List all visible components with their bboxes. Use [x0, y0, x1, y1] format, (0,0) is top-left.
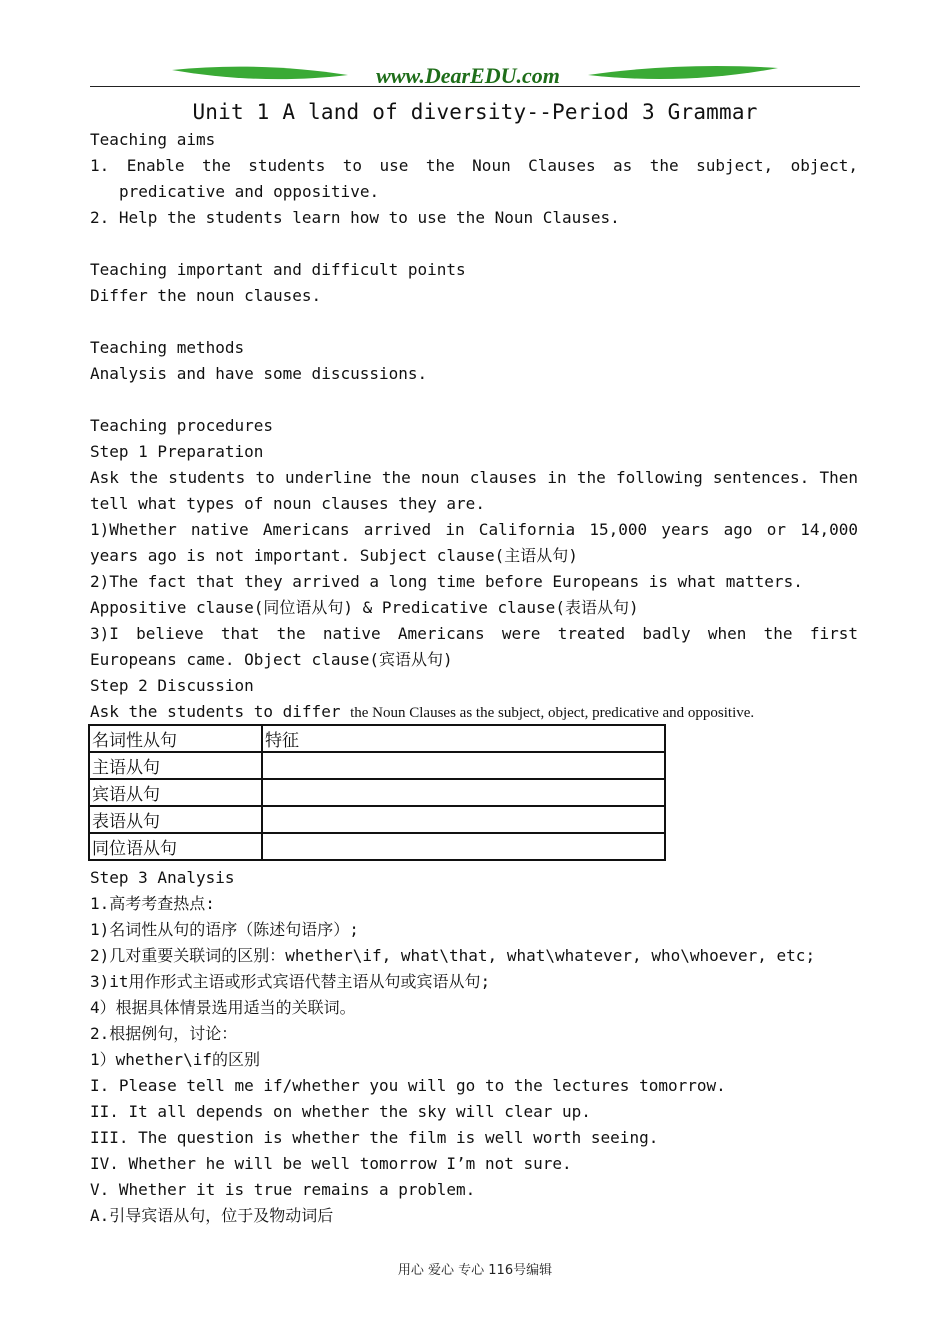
aims-heading: Teaching aims: [90, 130, 216, 149]
hot-point-4: 4）根据具体情景选用适当的关联词。: [90, 998, 356, 1017]
sentence-2-cont: Appositive clause(同位语从句) & Predicative clause(表语从句): [90, 598, 639, 617]
logo-swoosh-right: [588, 66, 778, 79]
points-heading: Teaching important and difficult points: [90, 260, 466, 279]
methods-text: Analysis and have some discussions.: [90, 364, 428, 383]
table-cell: 表语从句: [89, 806, 262, 833]
table-cell: 宾语从句: [89, 779, 262, 806]
step2-instruction: [90, 702, 754, 723]
sentence-3: 3)I believe that the native Americans were treated badly when the first: [90, 624, 858, 643]
aims-item-1-cont: predicative and oppositive.: [119, 182, 380, 201]
table-row: [89, 752, 665, 779]
sentence-3-cont: Europeans came. Object clause(宾语从句): [90, 650, 453, 669]
step2-instruction-mono: Ask the students to differ: [90, 702, 351, 721]
dearedu-logo: [170, 62, 780, 88]
table-cell: 同位语从句: [89, 833, 262, 860]
example-4: IV. Whether he will be well tomorrow I’m not sure.: [90, 1154, 572, 1173]
hot-point-1: 1)名词性从句的语序（陈述句语序）;: [90, 920, 359, 939]
hot-points-heading: 1.高考考查热点:: [90, 894, 215, 913]
example-2: II. It all depends on whether the sky will clear up.: [90, 1102, 591, 1121]
table-row: [89, 779, 665, 806]
example-5: V. Whether it is true remains a problem.: [90, 1180, 476, 1199]
logo-text: www.DearEDU.com: [376, 63, 560, 88]
table-cell: [262, 752, 665, 779]
hot-point-2: 2)几对重要关联词的区别：whether\if, what\that, what\whatever, who\whoever, etc;: [90, 946, 816, 965]
step1-instruction-cont: tell what types of noun clauses they are.: [90, 494, 485, 513]
table-header-row: [89, 725, 665, 752]
header-rule: [90, 86, 860, 87]
example-3: III. The question is whether the film is well worth seeing.: [90, 1128, 659, 1147]
table-header-cell: 特征: [262, 725, 665, 752]
table-cell: [262, 779, 665, 806]
example-1: I. Please tell me if/whether you will go to the lectures tomorrow.: [90, 1076, 726, 1095]
step3-heading: Step 3 Analysis: [90, 868, 235, 887]
table-header-cell: 名词性从句: [89, 725, 262, 752]
page-footer: 用心 爱心 专心 116号编辑: [397, 1263, 553, 1278]
sentence-1-cont: years ago is not important. Subject clause(主语从句): [90, 546, 578, 565]
aims-item-1: 1. Enable the students to use the Noun Clauses as the subject, object,: [90, 156, 858, 175]
hot-point-3: 3)it用作形式主语或形式宾语代替主语从句或宾语从句;: [90, 972, 491, 991]
sentence-1: 1)Whether native Americans arrived in California 15,000 years ago or 14,000: [90, 520, 858, 539]
aims-item-2: 2. Help the students learn how to use the Noun Clauses.: [90, 208, 620, 227]
logo-swoosh-left: [172, 67, 348, 80]
step2-heading: Step 2 Discussion: [90, 676, 254, 695]
step1-heading: Step 1 Preparation: [90, 442, 264, 461]
table-cell: [262, 806, 665, 833]
step1-instruction: Ask the students to underline the noun clauses in the following sentences. Then: [90, 468, 858, 487]
table-row: [89, 833, 665, 860]
sentence-2: 2)The fact that they arrived a long time before Europeans is what matters.: [90, 572, 803, 591]
table-cell: [262, 833, 665, 860]
methods-heading: Teaching methods: [90, 338, 245, 357]
procedures-heading: Teaching procedures: [90, 416, 274, 435]
note-a: A.引导宾语从句，位于及物动词后: [90, 1206, 334, 1225]
points-text: Differ the noun clauses.: [90, 286, 322, 305]
discussion-heading: 2.根据例句，讨论：: [90, 1024, 238, 1043]
table-row: [89, 806, 665, 833]
table-cell: 主语从句: [89, 752, 262, 779]
noun-clause-table: [88, 724, 666, 861]
whether-if-heading: 1）whether\if的区别: [90, 1050, 260, 1069]
step2-instruction-serif: the Noun Clauses as the subject, object, predicative and oppositive.: [350, 705, 755, 721]
page-title: Unit 1 A land of diversity--Period 3 Grammar: [192, 100, 758, 124]
